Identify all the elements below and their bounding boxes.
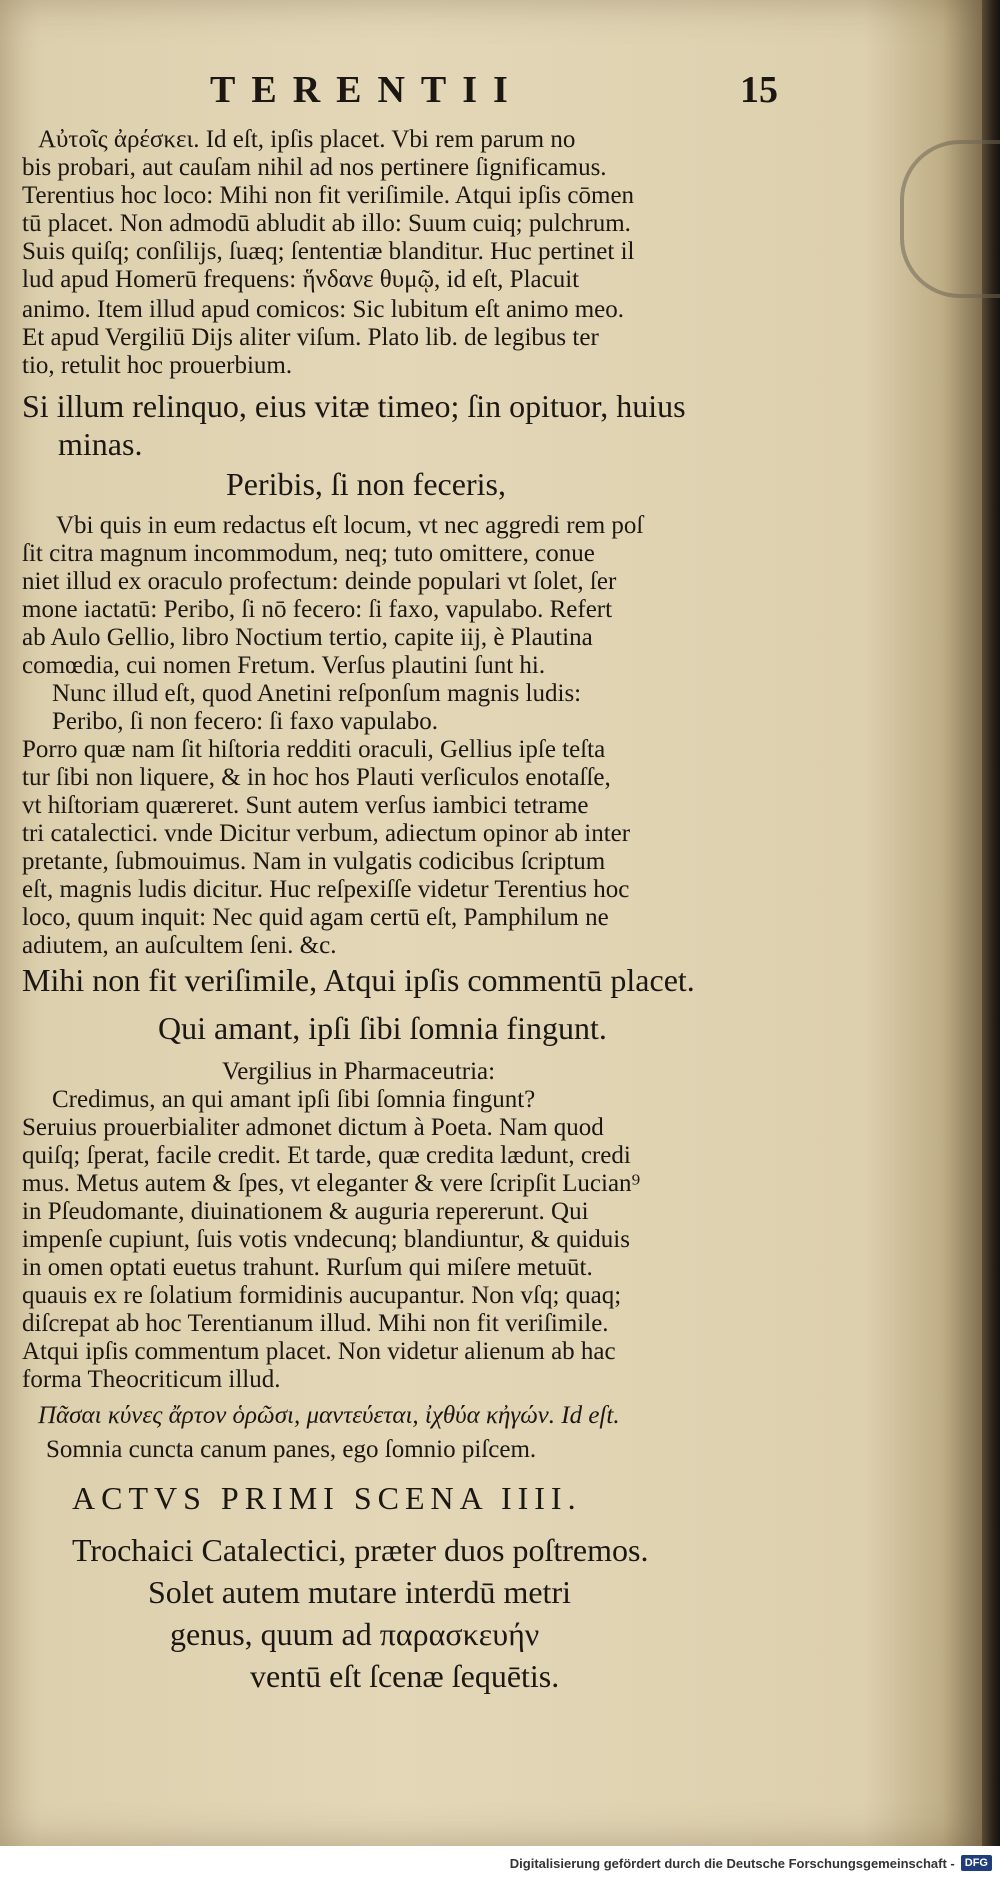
text-line: Somnia cuncta canum panes, ego ſomnio piſcem. xyxy=(46,1436,537,1463)
text-line: loco, quum inquit: Nec quid agam certū eſt, Pamphilum ne xyxy=(22,904,609,931)
heading-line: Peribis, ſi non feceris, xyxy=(226,466,506,502)
text-line: mus. Metus autem & ſpes, vt eleganter & vere ſcripſit Lucian⁹ xyxy=(22,1170,641,1197)
meter-note: genus, quum ad παρασκευήν xyxy=(170,1616,540,1652)
running-title: TERENTII xyxy=(210,69,524,111)
text-line: Seruius prouerbialiter admonet dictum à Poeta. Nam quod xyxy=(22,1114,604,1141)
page-number: 15 xyxy=(740,69,778,111)
verse-line: Nunc illud eſt, quod Anetini reſponſum magnis ludis: xyxy=(52,680,582,707)
text-line: in omen optati euetus trahunt. Rurſum qui miſere metuūt. xyxy=(22,1254,593,1281)
footer-bar xyxy=(0,1846,1000,1880)
text-line: Terentius hoc loco: Mihi non fit veriſimile. Atqui ipſis cōmen xyxy=(22,182,635,209)
verse-line: Credimus, an qui amant ipſi ſibi ſomnia fingunt? xyxy=(52,1086,536,1113)
text-line: vt hiſtoriam quæreret. Sunt autem verſus iambici tetrame xyxy=(22,792,589,819)
text-line: comœdia, cui nomen Fretum. Verſus plautini ſunt hi. xyxy=(22,652,546,679)
text-line: diſcrepat ab hoc Terentianum illud. Mihi non fit veriſimile. xyxy=(22,1310,609,1337)
heading-line: Mihi non fit veriſimile, Atqui ipſis commentū placet. xyxy=(22,962,695,998)
text-line: forma Theocriticum illud. xyxy=(22,1366,281,1393)
text-line: eſt, magnis ludis dicitur. Huc reſpexiſſe videtur Terentius hoc xyxy=(22,876,630,903)
meter-note: Solet autem mutare interdū metri xyxy=(148,1574,571,1610)
text-line: ab Aulo Gellio, libro Noctium tertio, capite iij, è Plautina xyxy=(22,624,593,651)
text-line: tri catalectici. vnde Dicitur verbum, adiectum opinor ab inter xyxy=(22,820,631,847)
text-line: Αὐτοῖς ἀρέσκει. Id eſt, ipſis placet. Vbi rem parum no xyxy=(38,126,576,153)
text-line: tur ſibi non liquere, & in hoc hos Plauti verſiculos enotaſſe, xyxy=(22,764,611,791)
greek-line: Πᾶσαι κύνες ἄρτον ὁρῶσι, μαντεύεται, ἰχθύα κἠγών. Id eſt. xyxy=(38,1402,620,1429)
text-line: animo. Item illud apud comicos: Sic lubitum eſt animo meo. xyxy=(22,296,624,323)
text-line: in Pſeudomante, diuinationem & auguria repererunt. Qui xyxy=(22,1198,589,1225)
text-line: Vergilius in Pharmaceutria: xyxy=(222,1058,496,1085)
verse-line: Peribo, ſi non fecero: ſi faxo vapulabo. xyxy=(52,708,438,735)
heading-line: Si illum relinquo, eius vitæ timeo; ſin opituor, huius xyxy=(22,388,686,424)
text-line: Et apud Vergiliū Dijs aliter viſum. Plato lib. de legibus ter xyxy=(22,324,599,351)
footer-credit: Digitalisierung gefördert durch die Deutsche Forschungsgemeinschaft - xyxy=(509,1855,955,1871)
heading-line: Qui amant, ipſi ſibi ſomnia fingunt. xyxy=(158,1010,607,1046)
meter-note: ventū eſt ſcenæ ſequētis. xyxy=(250,1658,560,1694)
text-line: pretante, ſubmouimus. Nam in vulgatis codicibus ſcriptum xyxy=(22,848,606,875)
text-line: tio, retulit hoc prouerbium. xyxy=(22,352,293,379)
text-line: Porro quæ nam ſit hiſtoria redditi oraculi, Gellius ipſe teſta xyxy=(22,736,606,763)
text-line: niet illud ex oraculo profectum: deinde populari vt ſolet, ſer xyxy=(22,568,617,595)
dfg-logo: DFG xyxy=(961,1855,992,1871)
scene-heading: ACTVS PRIMI SCENA IIII. xyxy=(72,1480,582,1516)
text-line: Vbi quis in eum redactus eſt locum, vt nec aggredi rem poſ xyxy=(56,512,644,539)
text-line: Suis quiſq; conſilijs, ſuæq; ſententiæ blanditur. Huc pertinet il xyxy=(22,238,635,265)
text-line: mone iactatū: Peribo, ſi nō fecero: ſi faxo, vapulabo. Refert xyxy=(22,596,613,623)
text-line: ſit citra magnum incommodum, neq; tuto omittere, conue xyxy=(22,540,595,567)
text-line: tū placet. Non admodū abludit ab illo: Suum cuiq; pulchrum. xyxy=(22,210,631,237)
text-line: quiſq; ſperat, facile credit. Et tarde, quæ credita lædunt, credi xyxy=(22,1142,631,1169)
text-line: impenſe cupiunt, ſuis votis vndecunq; blandiuntur, & quiduis xyxy=(22,1226,630,1253)
text-line: quauis ex re ſolatium formidinis aucupantur. Non vſq; quaq; xyxy=(22,1282,622,1309)
text-line: bis probari, aut cauſam nihil ad nos pertinere ſignificamus. xyxy=(22,154,607,181)
heading-line: minas. xyxy=(58,426,143,462)
text-line: Atqui ipſis commentum placet. Non videtur alienum ab hac xyxy=(22,1338,616,1365)
meter-note: Trochaici Catalectici, præter duos poſtremos. xyxy=(72,1532,649,1568)
text-line: adiutem, an auſcultem ſeni. &c. xyxy=(22,932,337,959)
text-line: lud apud Homerū frequens: ἥνδανε θυμῷ, id eſt, Placuit xyxy=(22,266,580,293)
